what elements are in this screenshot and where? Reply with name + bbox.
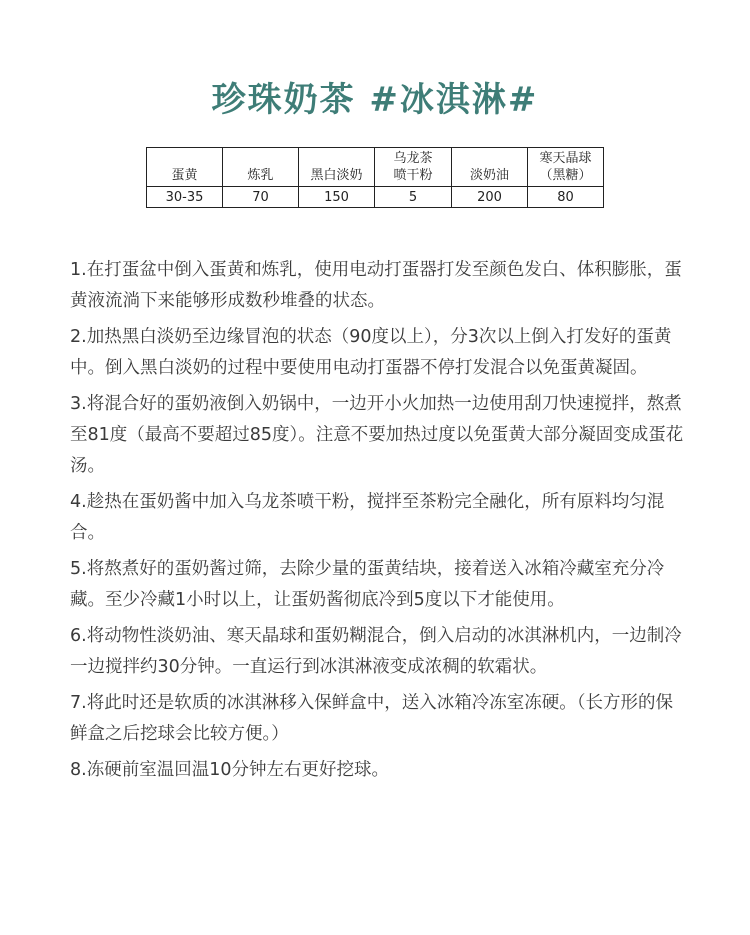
step-6: 6.将动物性淡奶油、寒天晶球和蛋奶糊混合，倒入启动的冰淇淋机内，一边制冷一边搅拌约30分钟。一直运行到冰淇淋液变成浓稠的软霜状。 <box>70 626 682 677</box>
header-egg-yolk: 蛋黄 <box>171 168 198 183</box>
instruction-list <box>70 255 690 791</box>
step-1: 1.在打蛋盆中倒入蛋黄和炼乳，使用电动打蛋器打发至颜色发白、体积膨胀，蛋黄液流淌下来能够形成数秒堆叠的状态。 <box>70 260 682 311</box>
table-header-cell <box>147 148 223 187</box>
table-header-cell <box>299 148 375 187</box>
table-cell: 80 <box>528 187 604 208</box>
table-cell: 150 <box>299 187 375 208</box>
table-header-cell <box>223 148 299 187</box>
header-condensed-milk: 炼乳 <box>247 168 274 183</box>
step-8: 8.冻硬前室温回温10分钟左右更好挖球。 <box>70 760 389 780</box>
page-title: 珍珠奶茶 #冰淇淋# <box>211 80 539 120</box>
ingredient-table <box>146 147 604 208</box>
table-header-row <box>147 148 604 187</box>
header-agar-pearls: 寒天晶球 （黑糖） <box>539 151 592 183</box>
table-cell: 200 <box>452 187 528 208</box>
header-evaporated-milk: 黑白淡奶 <box>310 168 363 183</box>
header-cream: 淡奶油 <box>469 168 509 183</box>
step-2: 2.加热黑白淡奶至边缘冒泡的状态（90度以上），分3次以上倒入打发好的蛋黄中。倒入黑白淡奶的过程中要使用电动打蛋器不停打发混合以免蛋黄凝固。 <box>70 327 672 378</box>
table-header-cell <box>452 148 528 187</box>
step-5: 5.将熬煮好的蛋奶酱过筛，去除少量的蛋黄结块，接着送入冰箱冷藏室充分冷藏。至少冷藏1小时以上，让蛋奶酱彻底冷到5度以下才能使用。 <box>70 559 665 610</box>
table-header-cell <box>528 148 604 187</box>
table-cell: 70 <box>223 187 299 208</box>
table-cell: 30-35 <box>147 187 223 208</box>
step-3: 3.将混合好的蛋奶液倒入奶锅中，一边开小火加热一边使用刮刀快速搅拌，熬煮至81度（最高不要超过85度）。注意不要加热过度以免蛋黄大部分凝固变成蛋花汤。 <box>70 394 684 476</box>
header-oolong-powder: 乌龙茶 喷干粉 <box>393 151 433 183</box>
step-7: 7.将此时还是软质的冰淇淋移入保鲜盒中，送入冰箱冷冻室冻硬。（长方形的保鲜盒之后挖球会比较方便。） <box>70 693 673 744</box>
table-header-cell <box>375 148 452 187</box>
step-4: 4.趁热在蛋奶酱中加入乌龙茶喷干粉，搅拌至茶粉完全融化，所有原料均匀混合。 <box>70 492 665 543</box>
table-cell: 5 <box>375 187 452 208</box>
table-row <box>147 187 604 208</box>
